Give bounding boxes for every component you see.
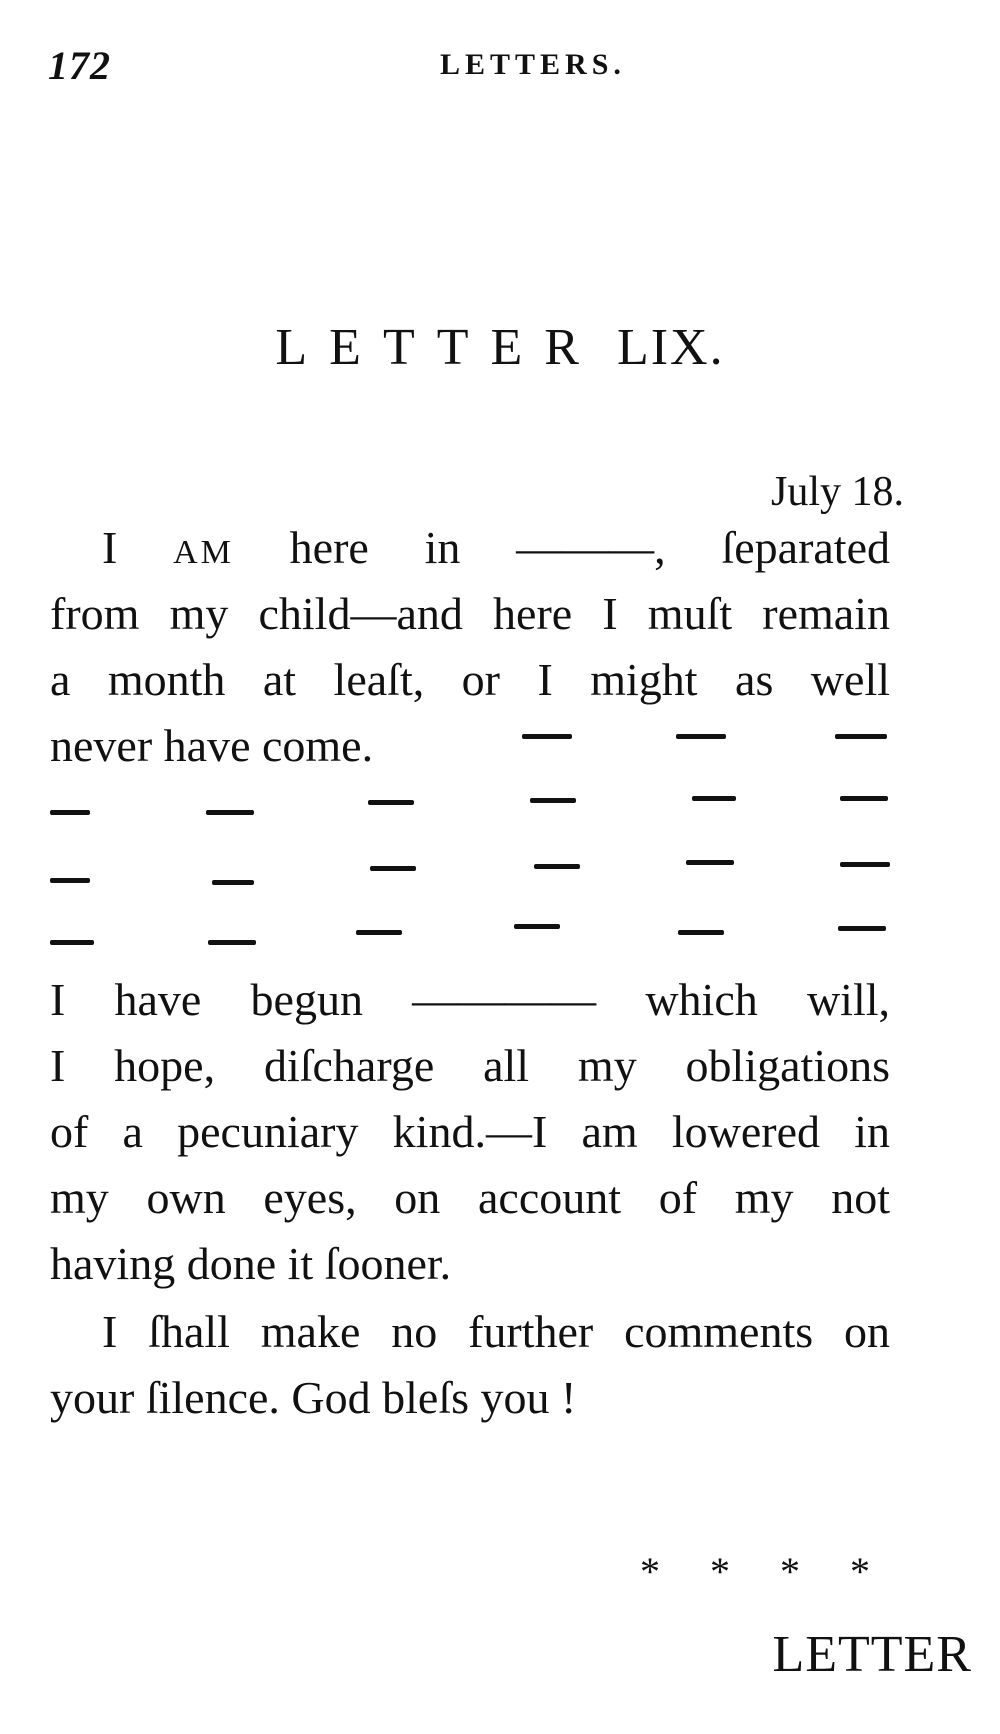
letter-title (0, 318, 1000, 377)
letter-date: July 18. (770, 469, 904, 515)
paragraph-1-line-1: I AM here in ———, ſeparated (102, 522, 890, 573)
omission-dashes-row-2 (50, 796, 890, 816)
paragraph-1-line-4: never have come. (50, 720, 374, 771)
paragraph-1-line-2: from my child—and here I muſt remain (50, 588, 890, 639)
page-number: 172 (48, 43, 111, 88)
omission-dashes-row-1 (50, 734, 890, 754)
paragraph-3-line-2: your ſilence. God bleſs you ! (50, 1372, 577, 1423)
paragraph-3-line-1: I ſhall make no further comments on (102, 1306, 890, 1357)
paragraph-2-line-4: my own eyes, on account of my not (50, 1172, 890, 1223)
paragraph-2-line-1: I have begun ———— which will, (50, 974, 890, 1025)
running-head: LETTERS. (440, 48, 626, 81)
paragraph-1-line-3: a month at leaſt, or I might as well (50, 654, 890, 705)
paragraph-2-line-3: of a pecuniary kind.—I am lowered in (50, 1106, 890, 1157)
paragraph-2-line-5: having done it ſooner. (50, 1238, 452, 1289)
paragraph-2-line-2: I hope, diſcharge all my obligations (50, 1040, 890, 1091)
omission-dashes-row-3 (50, 858, 890, 878)
letter-title-word: LETTER (275, 319, 601, 376)
letter-title-numeral: LIX. (616, 319, 725, 376)
small-caps-text: AM (173, 534, 234, 571)
signature-asterisks: * * * * (640, 1549, 890, 1594)
catchword: LETTER (772, 1626, 972, 1683)
omission-dashes-row-4 (50, 920, 890, 940)
